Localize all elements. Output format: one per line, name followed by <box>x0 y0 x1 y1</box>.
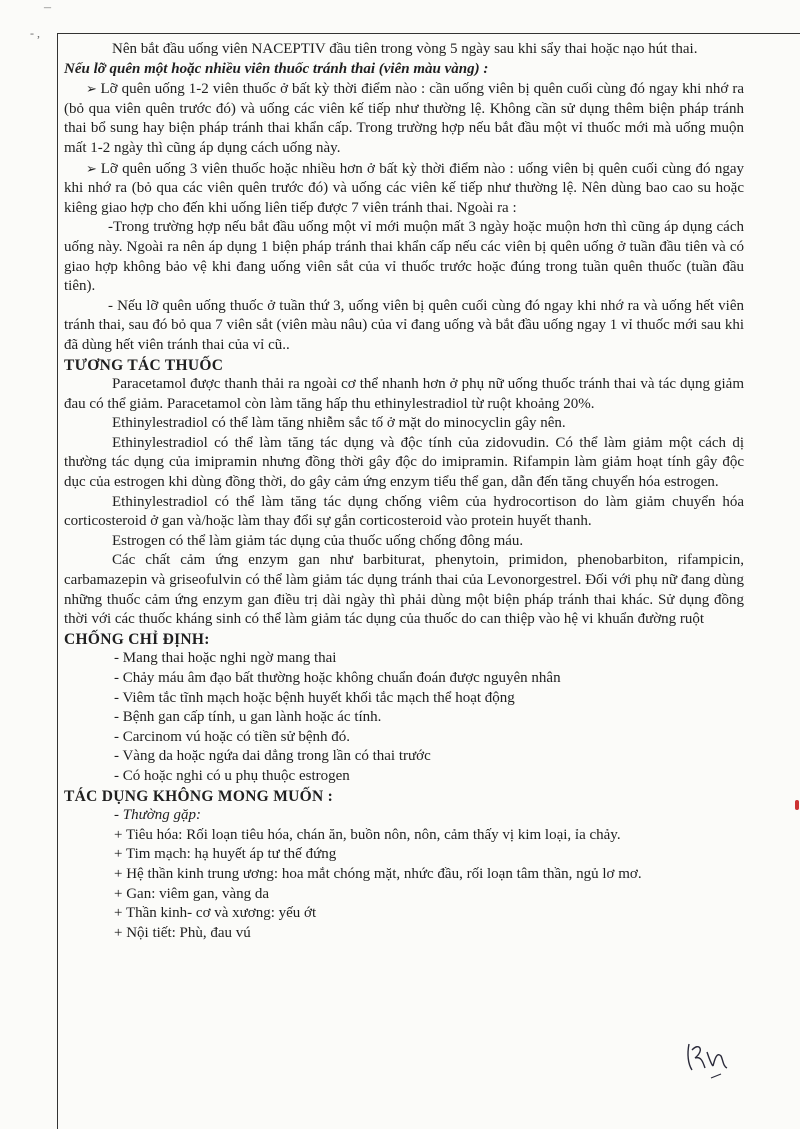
missed-item-2-text: Lỡ quên uống 3 viên thuốc hoặc nhiều hơn ở bất kỳ thời điểm nào : uống viên bị quên cuối cùng đó ngay khi nhớ ra (bỏ qua các viên quên trước đó) và uống các viên kế tiếp như thường lệ. Nên dùng bao cao su hoặc kiêng giao hợp cho đến khi uống liên tiếp được 7 viên tránh thai. Ngoài ra : <box>64 160 745 216</box>
interaction-paragraph-5: Estrogen có thể làm giảm tác dụng của thuốc uống chống đông máu. <box>112 532 524 549</box>
arrow-bullet-icon: ➢ <box>86 160 101 176</box>
handwritten-signature <box>683 1040 733 1082</box>
missed-item-2 <box>64 159 744 219</box>
scan-mark-2: - , <box>30 26 40 40</box>
interaction-paragraph-6: Các chất cảm ứng enzym gan như barbiturat, phenytoin, primidon, phenobarbiton, rifampicin, carbamazepin và griseofulvin có thể làm giảm tác dụng tránh thai của Levonorgestrel. Đối với phụ nữ đang dùng những thuốc cảm ứng enzym gan điều trị dài ngày thì phải dùng một biện pháp tránh thai khác. Sử dụng đồng thời với các thuốc kháng sinh có thể làm giảm tác dụng của thuốc do can thiệp vào hệ vi khuẩn đường ruột <box>64 552 744 628</box>
scan-mark: ¯ <box>44 7 51 22</box>
interactions-heading: TƯƠNG TÁC THUỐC <box>64 356 224 374</box>
list-item: - Có hoặc nghi có u phụ thuộc estrogen <box>114 767 350 784</box>
interaction-paragraph-4: Ethinylestradiol có thể làm tăng tác dụng chống viêm của hydrocortison do làm giảm chuyển hóa corticosteroid ở gan và/hoặc làm thay đổi sự gắn corticosteroid vào protein huyết thanh. <box>64 493 744 530</box>
page-border-top <box>57 33 800 34</box>
interaction-paragraph-2: Ethinylestradiol có thể làm tăng nhiễm sắc tố ở mặt do minocyclin gây nên. <box>112 415 566 432</box>
missed-item-1 <box>64 79 744 158</box>
missed-item-1-text: Lỡ quên uống 1-2 viên thuốc ở bất kỳ thời điểm nào : cần uống viên bị quên cuối cùng đó ngay khi nhớ ra (bỏ qua viên quên trước đó) và uống các viên kế tiếp như thường lệ. Không cần sử dụng thêm biện pháp tránh thai bổ sung hay biện pháp tránh thai khẩn cấp. Trong trường hợp nếu bắt đầu một vỉ thuốc mới mà uống muộn mất 1-2 ngày thì cũng áp dụng cách uống này. <box>64 81 744 156</box>
list-item: + Tim mạch: hạ huyết áp tư thế đứng <box>114 846 337 863</box>
list-item: + Gan: viêm gan, vàng da <box>114 885 270 902</box>
list-item: + Nội tiết: Phù, đau vú <box>114 924 251 941</box>
list-item: + Tiêu hóa: Rối loạn tiêu hóa, chán ăn, buồn nôn, nôn, cảm thấy vị kim loại, ỉa chảy. <box>114 826 621 843</box>
missed-sub-1: -Trong trường hợp nếu bắt đầu uống một vỉ mới muộn mất 3 ngày hoặc muộn hơn thì cũng áp dụng cách uống này. Ngoài ra nên áp dụng 1 biện pháp tránh thai khẩn cấp nếu các viên bị quên uống ở tuần đầu tiên và có giao hợp không bảo vệ khi đang uống viên sắt của vỉ thuốc trước hoặc đúng trong tuần quên thuốc (tuần đầu tiên). <box>64 219 744 295</box>
red-margin-mark <box>795 800 799 810</box>
missed-pill-heading: Nếu lỡ quên một hoặc nhiều viên thuốc tránh thai (viên màu vàng) : <box>64 60 489 77</box>
list-item: - Chảy máu âm đạo bất thường hoặc không chuẩn đoán được nguyên nhân <box>114 670 561 686</box>
list-item: - Vàng da hoặc ngứa dai dẳng trong lần có thai trước <box>114 748 431 765</box>
interaction-paragraph-1: Paracetamol được thanh thải ra ngoài cơ thể nhanh hơn ở phụ nữ uống thuốc tránh thai và tác dụng giảm đau có thể giảm. Paracetamol còn làm tăng hấp thu ethinylestradiol từ ruột khoảng 20%. <box>64 376 744 412</box>
list-item: - Bệnh gan cấp tính, u gan lành hoặc ác tính. <box>114 709 382 726</box>
contraindications-heading: CHỐNG CHỈ ĐỊNH: <box>64 630 210 648</box>
list-item: + Hệ thần kinh trung ương: hoa mắt chóng mặt, nhức đầu, rối loạn tâm thần, ngủ lơ mơ. <box>114 865 642 882</box>
interaction-paragraph-3: Ethinylestradiol có thể làm tăng tác dụng và độc tính của zidovudin. Có thể làm giảm một cách dị thường tác dụng của imipramin nhưng đồng thời gây độc do imipramin. Rifampin làm giảm hoạt tính gây độc dục của estrogen khi dùng đồng thời, do gây cảm ứng enzym tiểu thể gan, dẫn đến tăng chuyển hóa estrogen. <box>64 434 744 491</box>
list-item: - Viêm tắc tĩnh mạch hoặc bệnh huyết khối tắc mạch thể hoạt động <box>114 689 515 706</box>
contraindications-list <box>64 649 744 786</box>
common-effects-label: - Thường gặp: <box>114 807 202 824</box>
list-item: + Thần kinh- cơ và xương: yếu ớt <box>114 905 317 922</box>
side-effects-list <box>64 806 744 943</box>
list-item: - Carcinom vú hoặc có tiền sử bệnh đó. <box>114 728 350 745</box>
page-border-left <box>57 33 58 1129</box>
list-item: - Mang thai hoặc nghi ngờ mang thai <box>114 650 337 667</box>
intro-paragraph: Nên bắt đầu uống viên NACEPTIV đầu tiên trong vòng 5 ngày sau khi sẩy thai hoặc nạo hút thai. <box>112 41 698 57</box>
arrow-bullet-icon: ➢ <box>86 81 101 97</box>
missed-sub-2: - Nếu lỡ quên uống thuốc ở tuần thứ 3, uống viên bị quên cuối cùng đó ngay khi nhớ ra và uống hết viên tránh thai, sau đó bỏ qua 7 viên sắt (viên màu nâu) của vỉ đang uống và bắt đầu uống ngay 1 vỉ thuốc mới sau khi đã dùng hết viên tránh thai của vỉ cũ.. <box>64 297 744 353</box>
side-effects-heading: TÁC DỤNG KHÔNG MONG MUỐN : <box>64 787 334 805</box>
document-body <box>64 40 744 943</box>
